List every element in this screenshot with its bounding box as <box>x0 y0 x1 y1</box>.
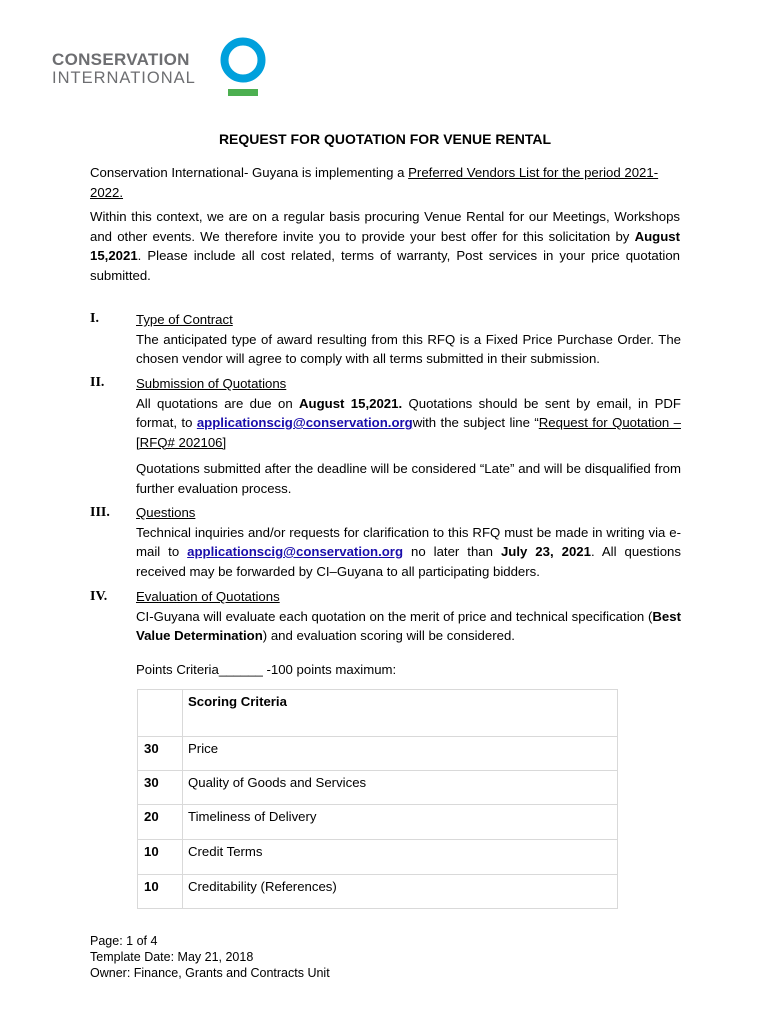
section-number-4: IV. <box>90 589 108 604</box>
section-text: CI-Guyana will evaluate each quotation on the merit of price and technical specification ( <box>136 608 653 624</box>
table-cell <box>138 840 183 875</box>
table-cell <box>138 771 183 805</box>
section-number-2: II. <box>90 375 105 390</box>
email-subject: Request for Quotation – [RFQ# 202106] <box>136 415 681 450</box>
criterion-label: Quality of Goods and Services <box>188 775 367 790</box>
section-text: Technical inquiries and/or requests for clarification to this RFQ must be made in writing via e-mail to <box>136 524 681 559</box>
section-text: ) and evaluation scoring will be considered. <box>262 628 515 643</box>
table-cell <box>183 840 618 875</box>
section-heading: Submission of Quotations <box>136 376 287 391</box>
criterion-label: Credit Terms <box>188 844 263 859</box>
table-cell <box>138 690 183 737</box>
section-heading: Type of Contract <box>136 312 233 327</box>
table-cell <box>183 771 618 805</box>
points-value: 10 <box>144 879 159 894</box>
table-header-cell <box>183 690 618 737</box>
due-date: August 15,2021 <box>90 228 680 263</box>
email-link[interactable]: applicationscig@conservation.org <box>187 544 403 559</box>
section-text: no later than <box>403 544 501 559</box>
points-value: 30 <box>144 775 159 790</box>
criterion-label: Creditability (References) <box>188 879 337 894</box>
solicitation-paragraph <box>90 207 680 285</box>
section-evaluation <box>136 587 681 679</box>
criterion-label: Timeliness of Delivery <box>188 809 317 824</box>
intro-paragraph <box>90 163 680 202</box>
page-footer <box>90 933 330 981</box>
points-value: 30 <box>144 741 159 756</box>
logo-ring-icon <box>217 36 269 98</box>
section-text: . All questions received may be forwarded by CI–Guyana to all participating bidders. <box>136 544 681 579</box>
section-text: Quotations should be sent by email, in PDF format, to <box>136 395 681 430</box>
table-cell <box>138 805 183 840</box>
section-text: All quotations are due on <box>136 395 300 411</box>
logo-text-line2: INTERNATIONAL <box>52 69 196 87</box>
best-value-determination: Best Value Determination <box>136 608 681 643</box>
section-text: with the subject line “ <box>412 415 539 430</box>
table-row <box>138 771 618 805</box>
table-row <box>138 805 618 840</box>
points-value: 10 <box>144 844 159 859</box>
section-number-1: I. <box>90 311 99 326</box>
document-owner: Owner: Finance, Grants and Contracts Unit <box>90 966 330 980</box>
email-link[interactable]: applicationscig@conservation.org <box>196 415 413 430</box>
criterion-label: Price <box>188 741 219 756</box>
solicitation-text: Within this context, we are on a regular basis procuring Venue Rental for our Meetings, Workshops and other events. We therefore invite you to provide your best offer for this solicitation by <box>90 209 680 244</box>
table-row <box>138 737 618 771</box>
table-cell <box>138 737 183 771</box>
table-row <box>138 840 618 875</box>
page-number: Page: 1 of 4 <box>90 934 158 948</box>
template-date: Template Date: May 21, 2018 <box>90 950 254 964</box>
section-heading: Evaluation of Quotations <box>136 589 280 604</box>
table-row <box>138 875 618 909</box>
points-criteria: Points Criteria______ -100 points maximum: <box>136 661 397 677</box>
table-cell <box>183 805 618 840</box>
conservation-international-logo <box>52 36 272 98</box>
scoring-criteria-heading: Scoring Criteria <box>188 694 287 709</box>
logo-text-line1: CONSERVATION <box>52 50 190 69</box>
table-cell <box>138 875 183 909</box>
points-value: 20 <box>144 809 159 824</box>
section-number-3: III. <box>90 505 110 520</box>
section-heading: Questions <box>136 505 196 520</box>
section-questions <box>136 503 681 581</box>
table-cell <box>183 875 618 909</box>
solicitation-text-end: . Please include all cost related, terms of warranty, Post services in your price quotation submitted. <box>90 248 680 283</box>
scoring-table <box>137 689 618 909</box>
table-cell <box>183 737 618 771</box>
intro-text: Conservation International- Guyana is implementing a <box>90 165 409 180</box>
table-header-row <box>138 690 618 737</box>
preferred-vendors-text: Preferred Vendors List for the period 2021-2022. <box>90 165 659 200</box>
section-submission <box>136 374 681 498</box>
section-text: The anticipated type of award resulting from this RFQ is a Fixed Price Purchase Order. The chosen vendor will agree to comply with all terms submitted in their submission. <box>136 331 681 366</box>
question-deadline: July 23, 2021 <box>500 544 591 559</box>
due-date: August 15,2021. <box>299 395 403 411</box>
document-title: REQUEST FOR QUOTATION FOR VENUE RENTAL <box>218 131 552 147</box>
late-notice: Quotations submitted after the deadline will be considered “Late” and will be disqualified from further evaluation process. <box>136 461 681 496</box>
section-type-of-contract <box>136 310 681 369</box>
